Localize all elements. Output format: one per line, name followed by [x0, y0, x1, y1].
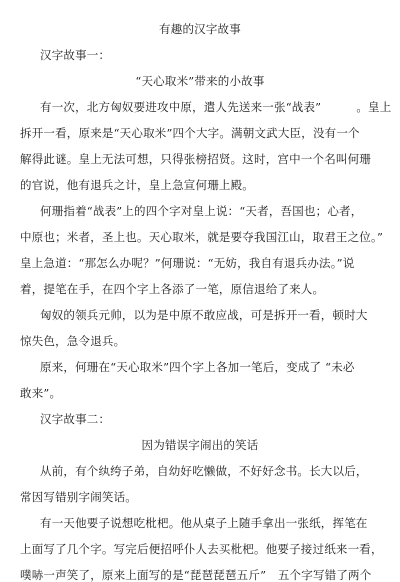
story2-p1-line1: 从前，有个纨绔子弟，自幼好吃懒做，不好好念书。长大以后， [40, 464, 368, 478]
story1-p1-line3: 解得此谜。皇上无法可想，只得张榜招贤。这时，宫中一个名叫何珊 [20, 152, 371, 166]
story1-heading: “天心取米”带来的小故事 [135, 74, 265, 88]
story1-p1-line2: 拆开一看，原来是“天心取米”四个大字。满朝文武大臣，没有一个 [20, 126, 360, 140]
story1-p3-line1: 匈奴的领兵元帅，以为是中原不敢应战，可是拆开一看，顿时大 [40, 308, 368, 322]
story2-p2-line1: 有一天他要子说想吃枇杷。他从桌子上随手拿出一张纸，挥笔在 [40, 516, 368, 530]
story1-p2-line4: 着，提笔在手，在四个字上各添了一笔，原信退给了来人。 [20, 282, 325, 296]
story1-p3-line2: 惊失色，急令退兵。 [20, 334, 126, 348]
story1-p2-line3: 皇上急道：“那怎么办呢？”何珊说：“无妨，我自有退兵办法。”说 [20, 256, 355, 270]
story2-p2-line3: 噗哧一声笑了，原来上面写的是“琵琶琵琶五斤” 五个字写错了两个 [20, 568, 372, 582]
story1-p4-line1: 原来，何珊在“天心取米”四个字上各加一笔后，变成了 “未必 [40, 360, 355, 374]
story1-p2-line1: 何珊指着“战表”上的四个字对皇上说：“天者，吾国也；心者， [40, 204, 363, 218]
story2-label: 汉字故事二： [40, 412, 111, 426]
story1-p4-line2: 敢来”。 [20, 386, 62, 400]
story2-heading: 因为错误字闹出的笑话 [141, 438, 259, 452]
story1-label: 汉字故事一： [40, 48, 111, 62]
document-title: 有趣的汉字故事 [159, 22, 241, 36]
story1-p2-line2: 中原也；米者，圣上也。天心取米，就是要夺我国江山，取君王之位。” [20, 230, 384, 244]
story2-p2-line2: 上面写了几个字。写完后便招呼仆人去买枇杷。他要子接过纸来一看， [20, 542, 383, 556]
story2-p1-line2: 常因写错别字闹笑话。 [20, 490, 137, 504]
story1-p1-line4: 的官说，他有退兵之计，皇上急宣何珊上殿。 [20, 178, 254, 192]
story1-p1-line1: 有一次，北方匈奴要进攻中原，遣人先送来一张“战表” 。皇上 [40, 100, 392, 114]
